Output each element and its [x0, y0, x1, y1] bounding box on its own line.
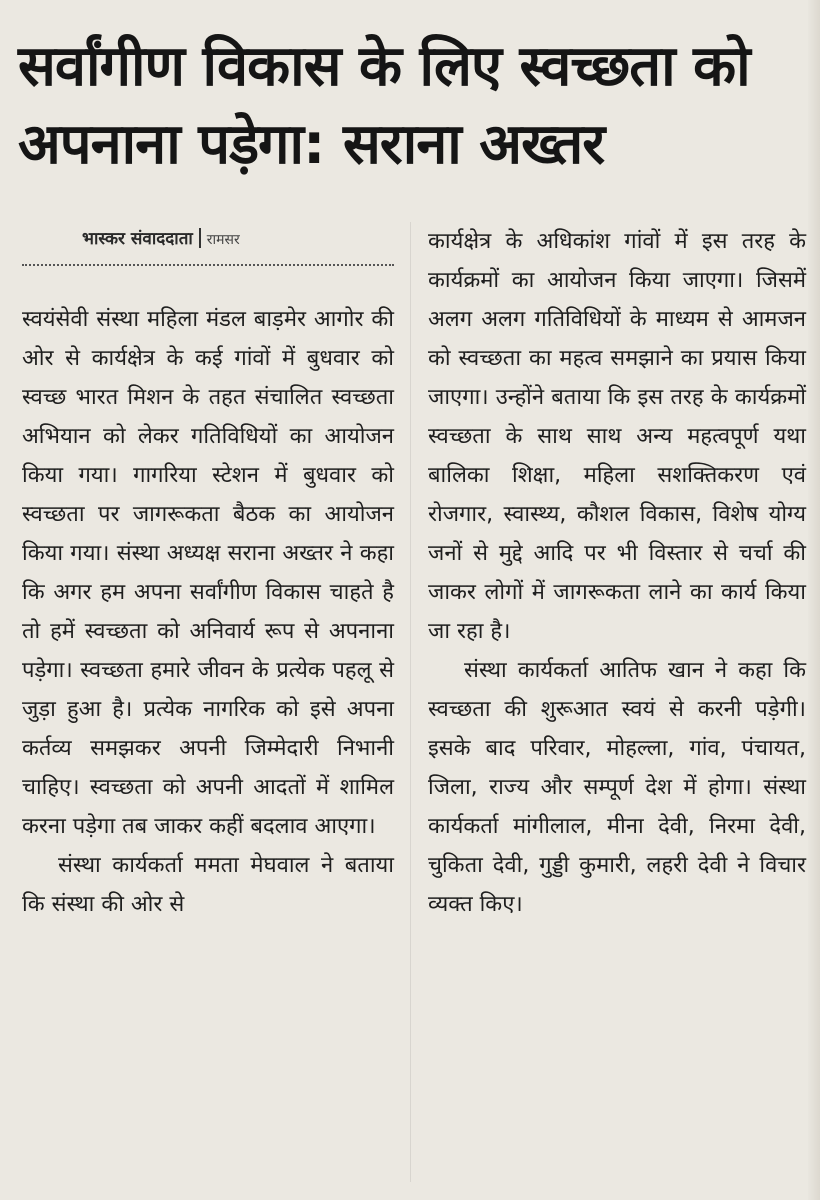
byline: [82, 226, 240, 249]
left-paragraph-1: स्वयंसेवी संस्था महिला मंडल बाड़मेर आगोर की ओर से कार्यक्षेत्र के कई गांवों में बुधवार को स्वच्छ भारत मिशन के तहत संचालित स्वच्छता अभियान को लेकर गतिविधियों का आयोजन किया गया। गागरिया स्टेशन में बुधवार को स्वच्छता पर जागरूकता बैठक का आयोजन किया गया। संस्था अध्यक्ष सराना अख्तर ने कहा कि अगर हम अपना सर्वांगीण विकास चाहते है तो हमें स्वच्छता को अनिवार्य रूप से अपनाना पड़ेगा। स्वच्छता हमारे जीवन के प्रत्येक पहलू से जुड़ा हुआ है। प्रत्येक नागरिक को इसे अपना कर्तव्य समझकर अपनी जिम्मेदारी निभानी चाहिए। स्वच्छता को अपनी आदतों में शामिल करना पड़ेगा तब जाकर कहीं बदलाव आएगा।: [22, 307, 394, 839]
byline-author: भास्कर संवाददाता: [82, 229, 193, 249]
column-divider: [410, 222, 411, 1182]
byline-separator: [199, 228, 201, 248]
page-edge: [808, 0, 820, 1200]
headline: सर्वांगीण विकास के लिए स्वच्छता को अपनाना पड़ेगा: सराना अख्तर: [18, 34, 750, 177]
byline-place: रामसर: [206, 232, 240, 248]
left-paragraph-2: संस्था कार्यकर्ता ममता मेघवाल ने बताया कि संस्था की ओर से: [22, 853, 394, 917]
right-paragraph-1: कार्यक्षेत्र के अधिकांश गांवों में इस तरह के कार्यक्रमों का आयोजन किया जाएगा। जिसमें अलग अलग गतिविधियों के माध्यम से आमजन को स्वच्छता का महत्व समझाने का प्रयास किया जाएगा। उन्होंने बताया कि इस तरह के कार्यक्रमों स्वच्छता के साथ साथ अन्य महत्वपूर्ण यथा बालिका शिक्षा, महिला सशक्तिकरण एवं रोजगार, स्वास्थ्य, कौशल विकास, विशेष योग्य जनों से मुद्दे आदि पर भी विस्तार से चर्चा की जाकर लोगों में जागरूकता लाने का कार्य किया जा रहा है।: [428, 229, 806, 644]
left-column: [22, 300, 394, 924]
byline-dotted-rule: [22, 264, 394, 266]
right-paragraph-2: संस्था कार्यकर्ता आतिफ खान ने कहा कि स्वच्छता की शुरूआत स्वयं से करनी पड़ेगी। इसके बाद परिवार, मोहल्ला, गांव, पंचायत, जिला, राज्य और सम्पूर्ण देश में होगा। संस्था कार्यकर्ता मांगीलाल, मीना देवी, निरमा देवी, चुकिता देवी, गुड्डी कुमारी, लहरी देवी ने विचार व्यक्त किए।: [428, 658, 806, 917]
right-column: [428, 222, 806, 924]
